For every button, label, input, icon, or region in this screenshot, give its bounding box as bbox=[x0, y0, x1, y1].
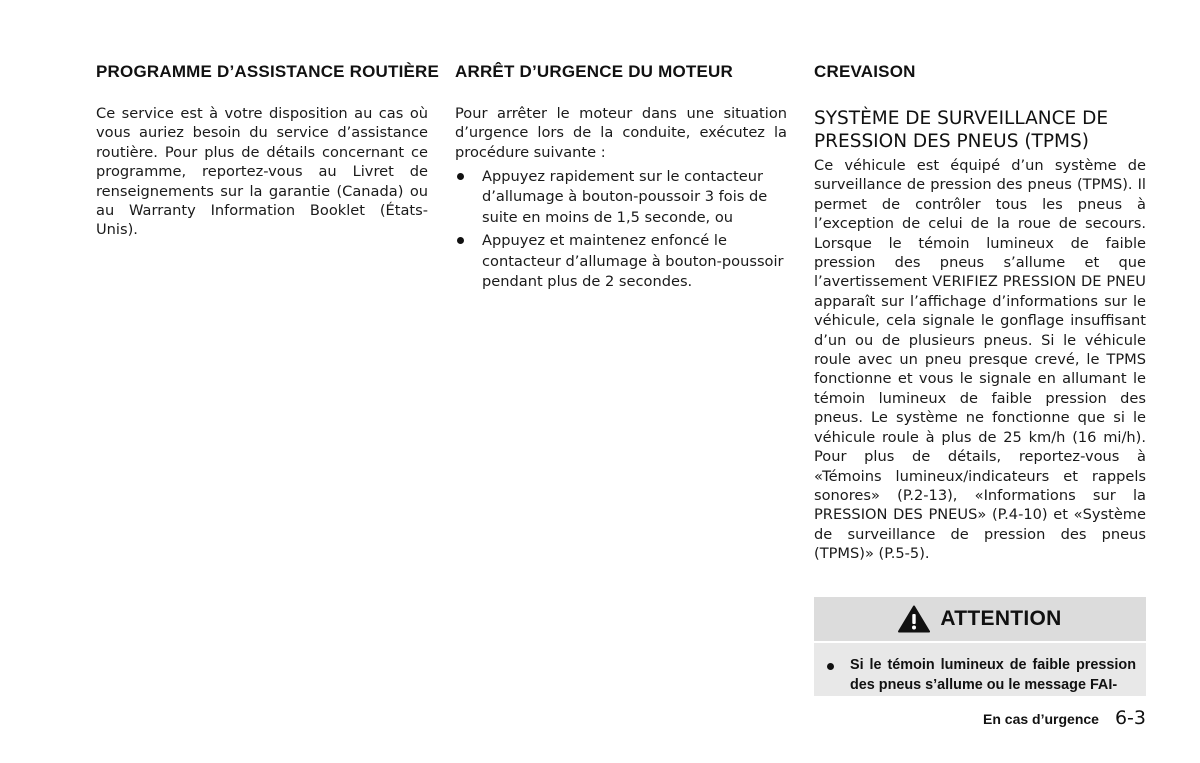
warning-triangle-icon bbox=[898, 605, 930, 633]
attention-label: ATTENTION bbox=[940, 607, 1062, 630]
footer-section-title: En cas d’urgence bbox=[983, 711, 1099, 727]
bullet-list bbox=[455, 166, 787, 294]
section-heading: CREVAISON bbox=[814, 62, 916, 81]
bullet-icon bbox=[457, 173, 464, 180]
attention-box bbox=[814, 597, 1146, 696]
bullet-icon bbox=[457, 237, 464, 244]
section-heading: ARRÊT D’URGENCE DU MOTEUR bbox=[455, 62, 733, 81]
list-item bbox=[455, 166, 787, 227]
attention-text: Si le témoin lumineux de faible pression des pneus s’allume ou le message FAI- bbox=[850, 657, 1136, 693]
page-footer bbox=[983, 707, 1146, 729]
page-number: 6-3 bbox=[1114, 707, 1146, 729]
paragraph: Pour arrêter le moteur dans une situation d’urgence lors de la conduite, exécutez la procédure suivante : bbox=[455, 105, 787, 161]
bullet-icon bbox=[827, 663, 834, 670]
list-item-text: Appuyez rapidement sur le contacteur d’allumage à bouton-poussoir 3 fois de suite en moins de 1,5 seconde, ou bbox=[482, 168, 768, 226]
attention-header bbox=[814, 597, 1146, 643]
paragraph: Ce service est à votre disposition au cas où vous auriez besoin du service d’assistance routière. Pour plus de détails concernant ce programme, reportez-vous au Livret de renseignements sur la garantie (Canada) ou au Warranty Information Booklet (États-Unis). bbox=[96, 105, 428, 239]
list-item bbox=[455, 230, 787, 291]
sub-heading: SYSTÈME DE SURVEILLANCE DE PRESSION DES PNEUS (TPMS) bbox=[814, 108, 1109, 152]
attention-body bbox=[814, 643, 1146, 695]
paragraph: Ce véhicule est équipé d’un système de surveillance de pression des pneus (TPMS). Il permet de contrôler tous les pneus à l’exception de celui de la roue de secours. Lorsque le témoin lumineux de faible pression des pneus s’allume et que l’avertissement VERIFIEZ PRESSION DE PNEU apparaît sur l’affichage d’informations sur le véhicule, cela signale le gonflage insuffisant d’un ou de plusieurs pneus. Si le véhicule roule avec un pneu presque crevé, le TPMS fonctionne et vous le signale en allumant le témoin lumineux de faible pression des pneus. Le système ne fonctionne que si le véhicule roule à plus de 25 km/h (16 mi/h). Pour plus de détails, reportez-vous à «Témoins lumineux/indicateurs et rappels sonores» (P.2-13), «Informations sur la PRESSION DES PNEUS» (P.4-10) et «Système de surveillance de pression des pneus (TPMS)» (P.5-5). bbox=[814, 157, 1146, 563]
list-item-text: Appuyez et maintenez enfoncé le contacteur d’allumage à bouton-poussoir pendant plus de 2 secondes. bbox=[482, 232, 784, 291]
section-heading: PROGRAMME D’ASSISTANCE ROUTIÈRE bbox=[96, 62, 440, 81]
